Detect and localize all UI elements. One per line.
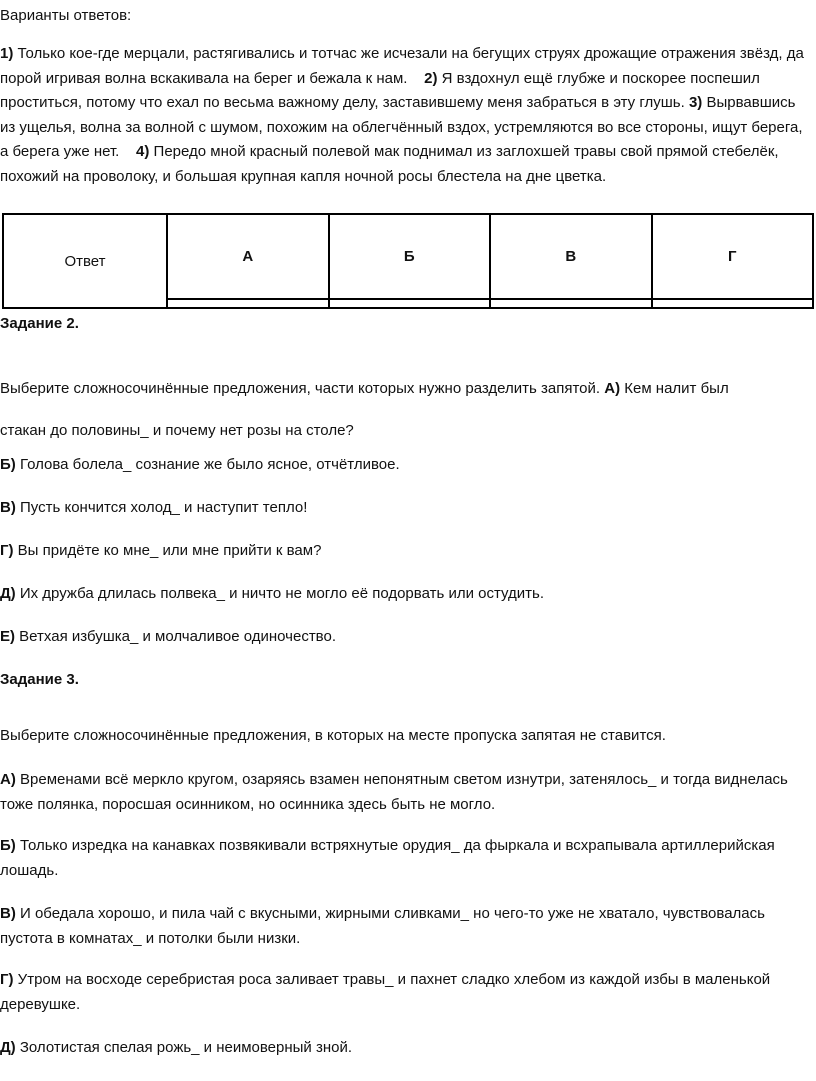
task2-item-text: Голова болела_ сознание же было ясное, отчётливое.: [19, 456, 400, 473]
task2-item-text: Ветхая избушка_ и молчаливое одиночество.: [19, 628, 336, 645]
answer-header-b: Б: [329, 214, 491, 299]
task2-item-letter: Г): [0, 542, 14, 559]
option-number: 1): [0, 45, 14, 62]
task3-item-g: [0, 968, 812, 1017]
task3-item-text: Золотистая спелая рожь_ и неимоверный зной.: [19, 1039, 353, 1056]
task2-instruction-block: [0, 368, 740, 452]
task2-item-g: [0, 541, 321, 561]
answer-cell-g[interactable]: [652, 299, 814, 308]
task3-item-v: [0, 902, 812, 951]
task3-item-letter: В): [0, 905, 16, 922]
task3-instruction: Выберите сложносочинённые предложения, в которых на месте пропуска запятая не ставится.: [0, 727, 666, 744]
task3-item-d: [0, 1038, 352, 1058]
answer-header-a: А: [167, 214, 329, 299]
task2-item-text: Кем налит был стакан до половины_ и почему нет розы на столе?: [0, 380, 729, 439]
answer-header-g: Г: [652, 214, 814, 299]
answer-row-label: Ответ: [3, 214, 167, 308]
options-paragraph: [0, 42, 812, 190]
answer-table: [2, 213, 814, 309]
option-number: 3): [688, 94, 703, 112]
task2-item-letter: Д): [0, 585, 16, 602]
option-text: Я вздохнул ещё глубже и поскорее поспешил проститься, потому что ехал по весьма важному делу, заставившему меня забраться в эту глушь.: [0, 69, 760, 112]
task3-item-text: Временами всё меркло кругом, озаряясь взамен непонятным светом изнутри, затенялось_ и тогда виднелась тоже полянка, поросшая осинником, но осинника здесь быть не могло.: [0, 771, 788, 813]
task2-item-b: [0, 455, 400, 475]
answer-cell-a[interactable]: [167, 299, 329, 308]
option-text: Только кое-где мерцали, растягивались и тотчас же исчезали на бегущих струях дрожащие отражения звёзд, да порой игривая волна вскакивала на берег и бежала к нам.: [0, 45, 804, 87]
task3-item-letter: Б): [0, 837, 16, 854]
task2-instruction: Выберите сложносочинённые предложения, части которых нужно разделить запятой.: [0, 380, 601, 397]
option-text: Передо мной красный полевой мак поднимал из заглохшей травы свой прямой стебелёк, похожий на проволоку, и большая крупная капля ночной росы блестела на дне цветка.: [0, 143, 779, 185]
task2-title: Задание 2.: [0, 315, 79, 332]
task3-item-a: [0, 768, 812, 817]
task2-item-letter: В): [0, 499, 16, 516]
intro-title: Варианты ответов:: [0, 7, 132, 24]
task3-item-letter: А): [0, 771, 16, 788]
task2-item-e: [0, 627, 336, 647]
task2-item-letter: Е): [0, 628, 15, 645]
task3-item-text: Утром на восходе серебристая роса заливает травы_ и пахнет сладко хлебом из каждой избы в маленькой деревушке.: [0, 971, 771, 1013]
task3-item-text: И обедала хорошо, и пила чай с вкусными, жирными сливками_ но чего-то уже не хватало, чувствовалась пустота в комнатах_ и потолки были низки.: [0, 905, 765, 947]
answer-cell-v[interactable]: [490, 299, 652, 308]
task2-item-letter: Б): [0, 456, 16, 473]
option-number: 4): [136, 143, 150, 161]
task2-item-v: [0, 498, 307, 518]
task2-item-d: [0, 584, 544, 604]
task3-item-letter: Д): [0, 1039, 16, 1056]
task3-title: Задание 3.: [0, 671, 79, 688]
task2-item-text: Вы придёте ко мне_ или мне прийти к вам?: [17, 542, 322, 559]
task3-item-letter: Г): [0, 971, 14, 988]
task2-item-text: Пусть кончится холод_ и наступит тепло!: [20, 499, 308, 516]
option-number: 2): [424, 69, 438, 87]
task3-item-text: Только изредка на канавках позвякивали встряхнутые орудия_ да фыркала и всхрапывала артиллерийская лошадь.: [0, 837, 775, 879]
task2-item-text: Их дружба длилась полвека_ и ничто не могло её подорвать или остудить.: [19, 585, 544, 602]
task2-item-letter: А): [604, 380, 621, 397]
answer-cell-b[interactable]: [329, 299, 491, 308]
task3-item-b: [0, 834, 812, 883]
answer-header-v: В: [490, 214, 652, 299]
option-text: Вырвавшись из ущелья, волна за волной с шумом, похожим на облегчённый вздох, устремляются во все стороны, ищут берега, а берега уже нет.: [0, 94, 803, 161]
